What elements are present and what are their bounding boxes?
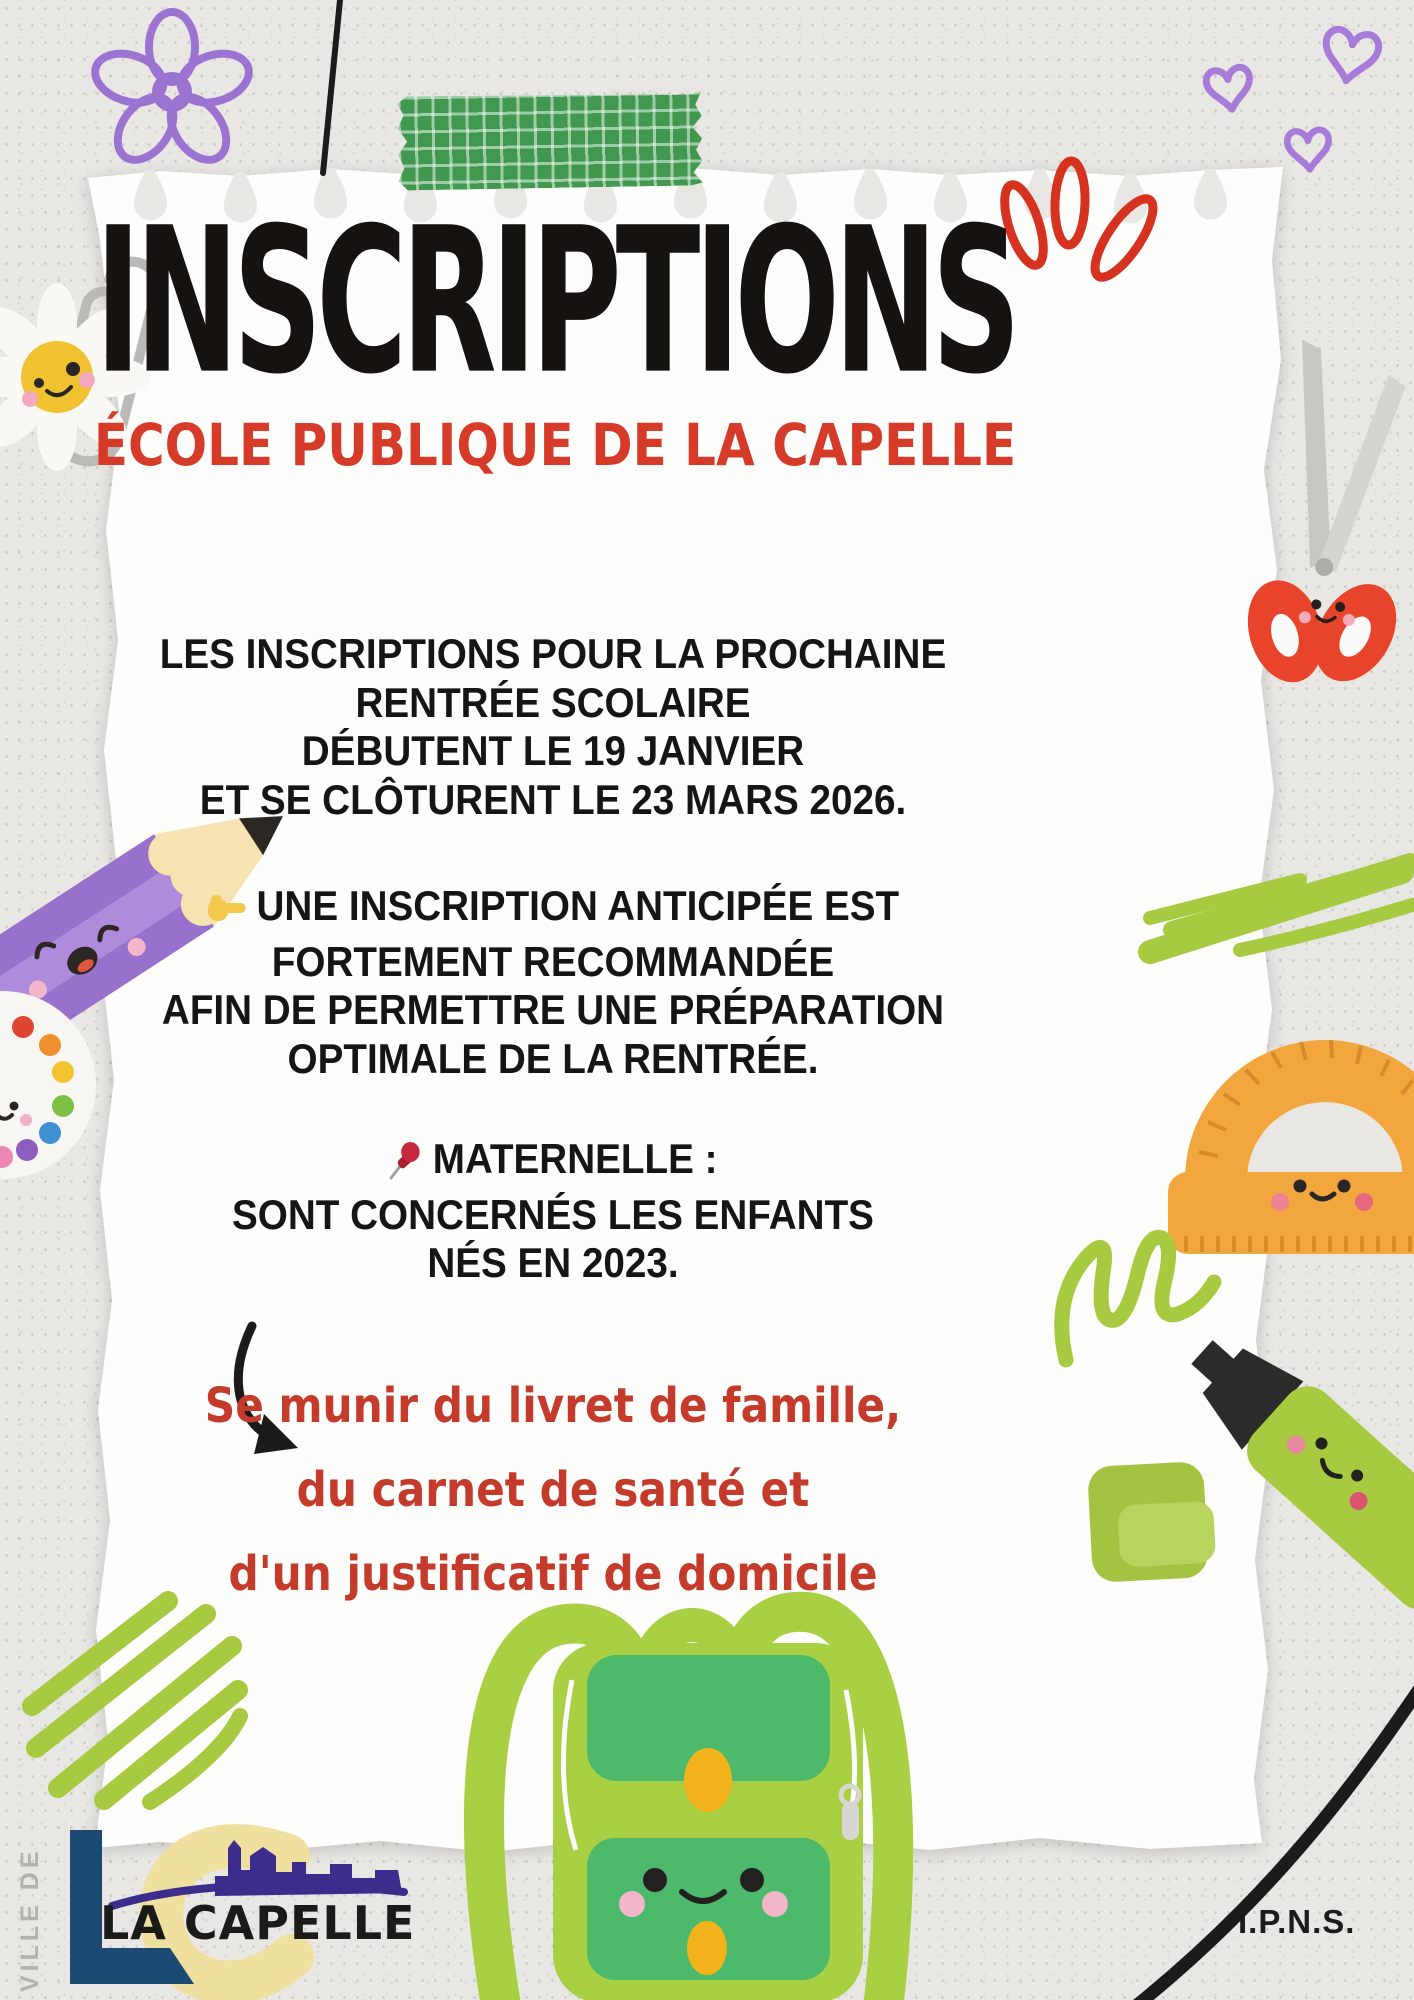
intro-line: DÉBUTENT LE 19 JANVIER [301, 727, 805, 774]
poster-subtitle: ÉCOLE PUBLIQUE DE LA CAPELLE [93, 412, 1017, 479]
intro-line: RENTRÉE SCOLAIRE [355, 678, 751, 726]
logo-city-name: LA CAPELLE [100, 1896, 416, 1950]
anticipated-line: UNE INSCRIPTION ANTICIPÉE EST [139, 882, 967, 938]
intro-line: LES INSCRIPTIONS POUR LA PROCHAINE [159, 630, 947, 677]
documents-line: Se munir du livret de famille, [204, 1378, 902, 1434]
string-doodle [323, 0, 340, 173]
anticipated-line: FORTEMENT RECOMMANDÉE [271, 937, 835, 985]
intro-line: ET SE CLÔTURENT LE 23 MARS 2026. [199, 775, 907, 823]
pushpin-icon [389, 1140, 424, 1191]
documents-line: d'un justificatif de domicile [228, 1546, 878, 1602]
maternelle-line: NÉS EN 2023. [427, 1239, 679, 1286]
paint-palette-icon [0, 991, 96, 1179]
purple-hearts-icon [1205, 28, 1381, 171]
pointing-hand-icon [207, 889, 247, 938]
ipns-label: I.P.N.S. [1238, 1903, 1356, 1940]
anticipated-line: OPTIMALE DE LA RENTRÉE. [287, 1034, 819, 1082]
intro-paragraph [139, 630, 967, 824]
anticipated-line: AFIN DE PERMETTRE UNE PRÉPARATION [161, 986, 945, 1033]
washi-tape-icon [397, 91, 703, 190]
logo-ville-de-label: VILLE DE [16, 1847, 44, 1992]
purple-flower-doodle-icon [89, 12, 255, 170]
maternelle-line: SONT CONCERNÉS LES ENFANTS [232, 1190, 874, 1238]
maternelle-paragraph [139, 1135, 967, 1288]
documents-line: du carnet de santé et [296, 1462, 810, 1518]
poster-title: INSCRIPTIONS [95, 186, 1015, 420]
maternelle-line: MATERNELLE : [139, 1135, 967, 1191]
wallet-icon [1087, 1461, 1217, 1583]
anticipated-paragraph [139, 882, 967, 1083]
documents-paragraph [157, 1364, 949, 1616]
